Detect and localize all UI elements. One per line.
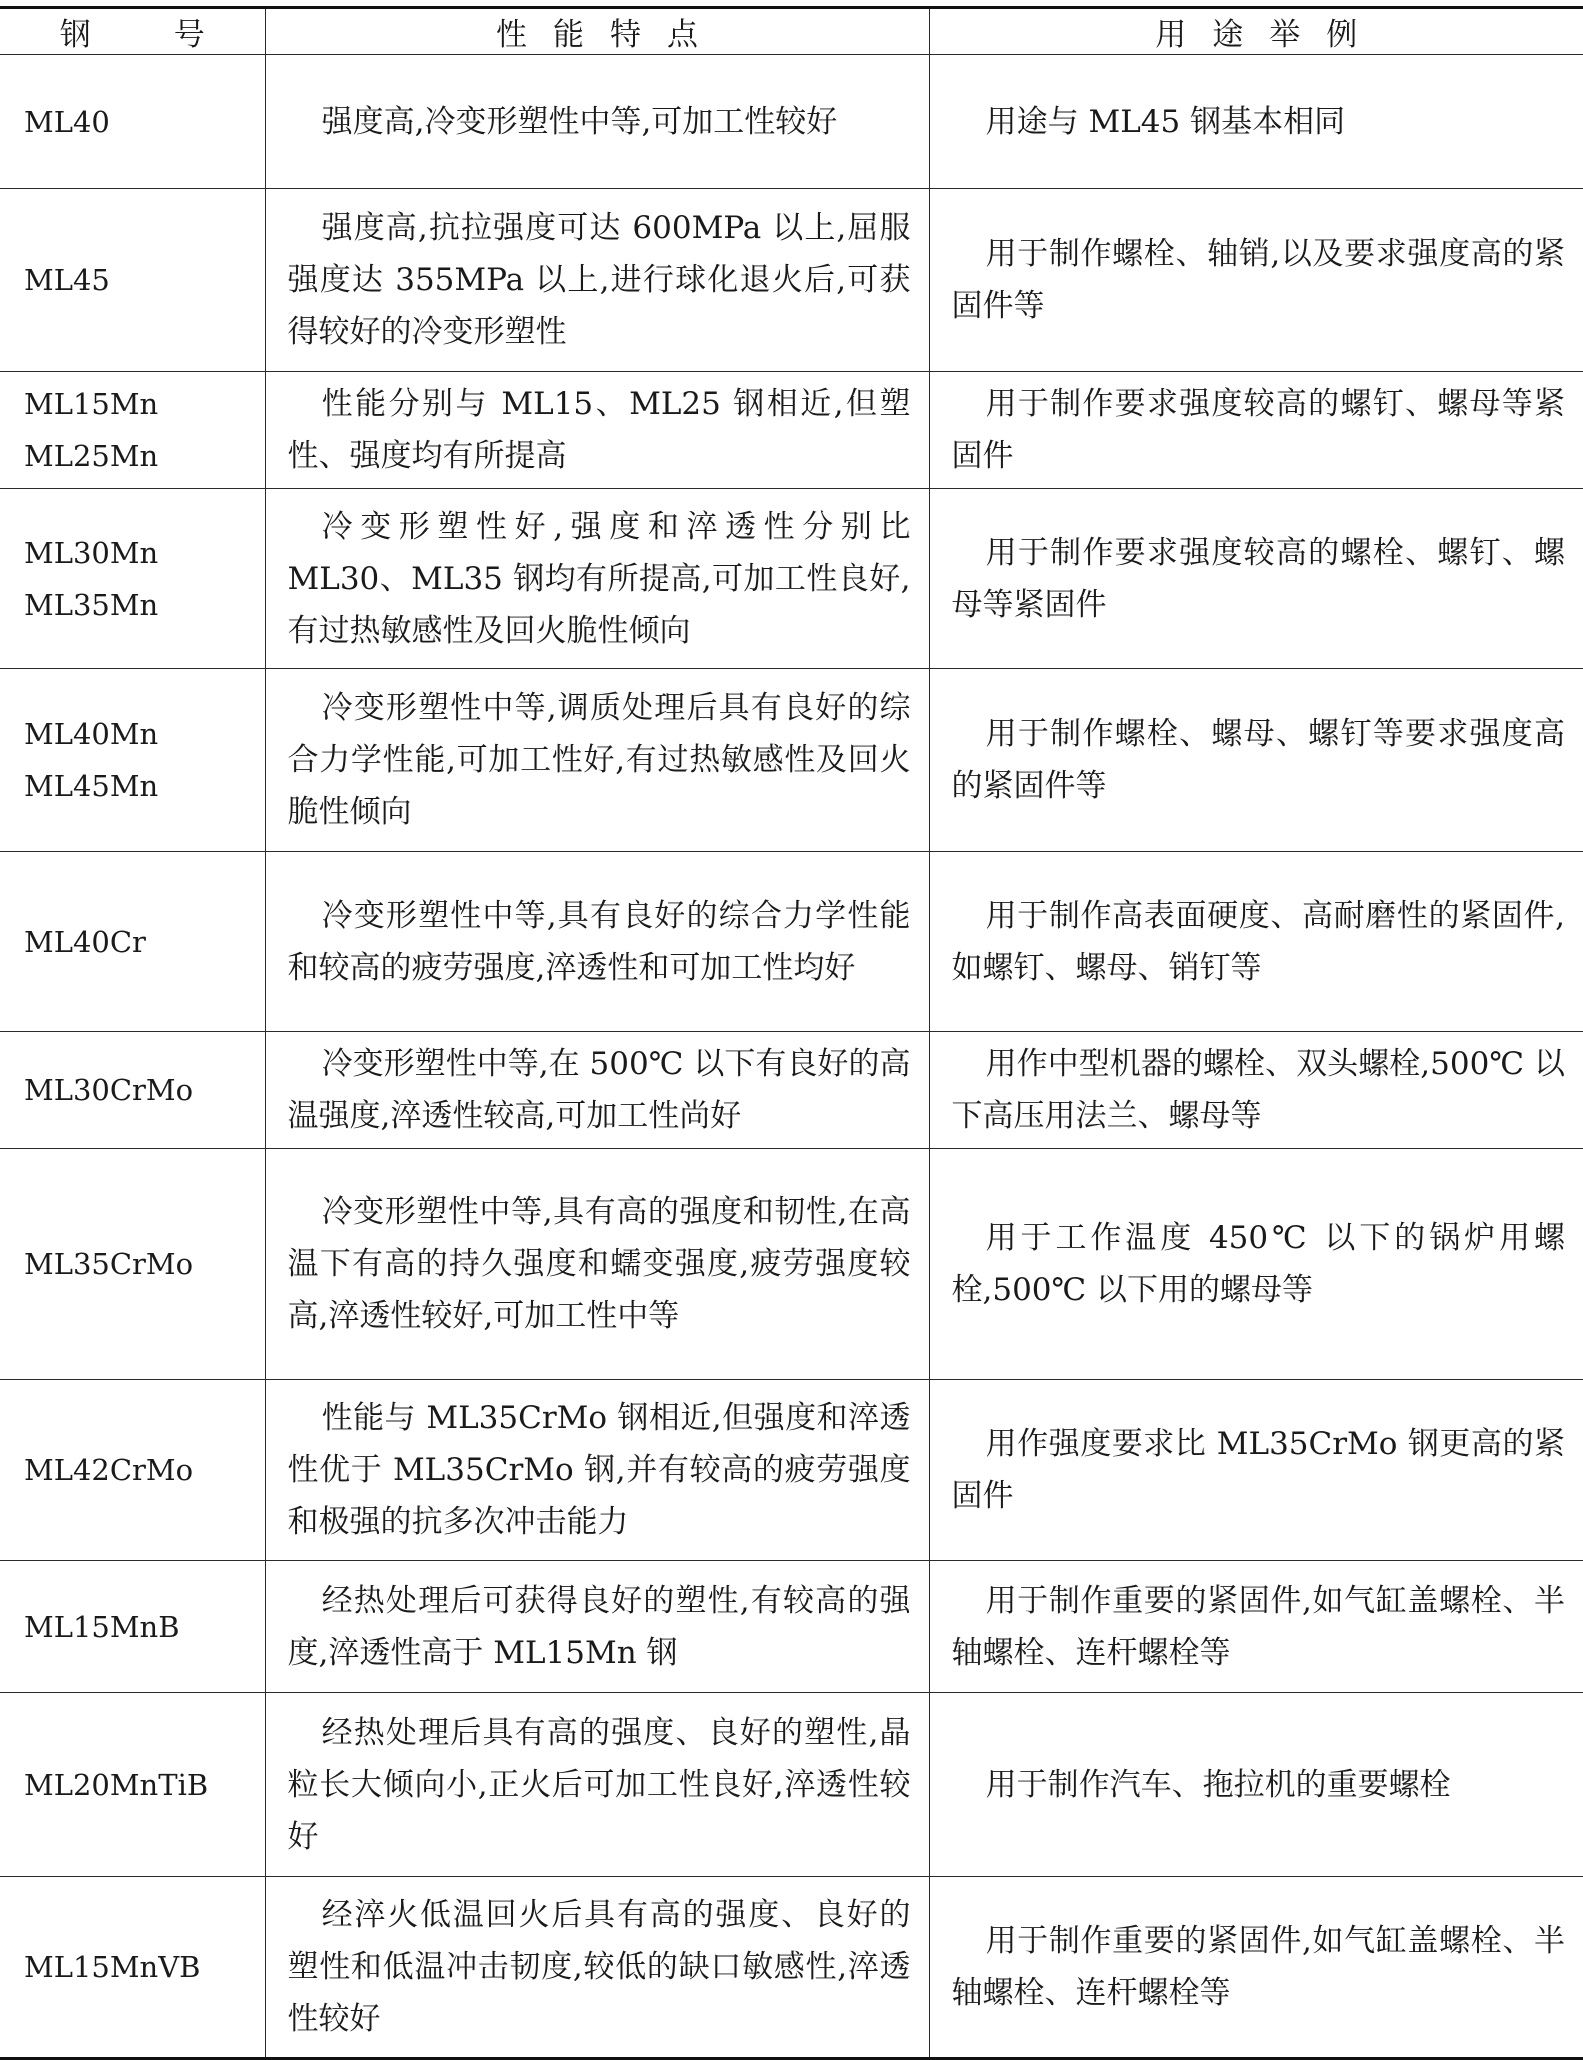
uses-cell <box>929 1877 1583 2059</box>
properties-cell <box>265 55 929 189</box>
properties-cell <box>265 1561 929 1693</box>
uses-text: 用于制作汽车、拖拉机的重要螺栓 <box>985 1766 1451 1803</box>
properties-cell <box>265 1877 929 2059</box>
uses-text: 用于制作螺栓、螺母、螺钉等要求强度高的紧固件等 <box>951 716 1565 804</box>
table-row <box>0 852 1583 1032</box>
steel-grade-cell: ML40Cr <box>0 852 265 1032</box>
properties-cell <box>265 189 929 372</box>
uses-cell <box>929 372 1583 489</box>
table-row <box>0 1032 1583 1149</box>
steel-grade-cell: ML42CrMo <box>0 1380 265 1561</box>
properties-cell <box>265 1693 929 1877</box>
table-row <box>0 1561 1583 1693</box>
steel-grade-cell: ML15MnVB <box>0 1877 265 2059</box>
table-header-row <box>0 8 1583 55</box>
uses-cell <box>929 852 1583 1032</box>
header-steel-grade: 钢 号 <box>0 8 265 55</box>
uses-text: 用作强度要求比 ML35CrMo 钢更高的紧固件 <box>951 1426 1565 1514</box>
uses-text: 用于制作要求强度较高的螺栓、螺钉、螺母等紧固件 <box>951 534 1565 623</box>
uses-cell <box>929 1561 1583 1693</box>
steel-grade-cell: ML45 <box>0 189 265 372</box>
uses-text: 用作中型机器的螺栓、双头螺栓,500℃ 以下高压用法兰、螺母等 <box>951 1046 1565 1134</box>
table-row <box>0 189 1583 372</box>
table-row <box>0 55 1583 189</box>
steel-grade-cell: ML20MnTiB <box>0 1693 265 1877</box>
table-row <box>0 1877 1583 2059</box>
properties-text: 冷变形塑性中等,具有高的强度和韧性,在高温下有高的持久强度和蠕变强度,疲劳强度较高,淬透性较好,可加工性中等 <box>287 1194 911 1334</box>
properties-text: 经热处理后可获得良好的塑性,有较高的强度,淬透性高于 ML15Mn 钢 <box>287 1582 911 1671</box>
properties-text: 冷变形塑性中等,具有良好的综合力学性能和较高的疲劳强度,淬透性和可加工性均好 <box>287 897 911 986</box>
properties-cell <box>265 372 929 489</box>
table-row <box>0 1693 1583 1877</box>
properties-cell <box>265 1032 929 1149</box>
properties-cell <box>265 669 929 852</box>
steel-grade-cell: ML30CrMo <box>0 1032 265 1149</box>
properties-text: 性能分别与 ML15、ML25 钢相近,但塑性、强度均有所提高 <box>287 386 911 474</box>
uses-cell <box>929 1032 1583 1149</box>
properties-cell <box>265 489 929 669</box>
uses-cell <box>929 669 1583 852</box>
steel-grade-cell: ML30Mn ML35Mn <box>0 489 265 669</box>
steel-grade-table <box>0 6 1583 2060</box>
properties-text: 性能与 ML35CrMo 钢相近,但强度和淬透性优于 ML35CrMo 钢,并有较高的疲劳强度和极强的抗多次冲击能力 <box>287 1400 911 1540</box>
properties-text: 强度高,抗拉强度可达 600MPa 以上,屈服强度达 355MPa 以上,进行球化退火后,可获得较好的冷变形塑性 <box>287 210 911 350</box>
header-uses: 用途举例 <box>929 8 1583 55</box>
uses-text: 用于制作螺栓、轴销,以及要求强度高的紧固件等 <box>951 236 1565 324</box>
header-properties: 性能特点 <box>265 8 929 55</box>
uses-cell <box>929 1380 1583 1561</box>
properties-text: 经淬火低温回火后具有高的强度、良好的塑性和低温冲击韧度,较低的缺口敏感性,淬透性较好 <box>287 1897 911 2037</box>
uses-text: 用于制作要求强度较高的螺钉、螺母等紧固件 <box>951 386 1565 474</box>
uses-text: 用于工作温度 450℃ 以下的锅炉用螺栓,500℃ 以下用的螺母等 <box>951 1220 1565 1308</box>
table-row <box>0 1149 1583 1380</box>
properties-text: 经热处理后具有高的强度、良好的塑性,晶粒长大倾向小,正火后可加工性良好,淬透性较好 <box>287 1714 911 1855</box>
properties-cell <box>265 1380 929 1561</box>
properties-text: 冷变形塑性中等,在 500℃ 以下有良好的高温强度,淬透性较高,可加工性尚好 <box>287 1046 911 1134</box>
properties-cell <box>265 1149 929 1380</box>
table-row <box>0 669 1583 852</box>
properties-text: 冷变形塑性好,强度和淬透性分别比 ML30、ML35 钢均有所提高,可加工性良好,有过热敏感性及回火脆性倾向 <box>287 508 911 649</box>
properties-text: 强度高,冷变形塑性中等,可加工性较好 <box>321 103 838 140</box>
uses-text: 用于制作高表面硬度、高耐磨性的紧固件,如螺钉、螺母、销钉等 <box>951 897 1565 986</box>
uses-cell <box>929 1149 1583 1380</box>
uses-cell <box>929 189 1583 372</box>
table-row <box>0 372 1583 489</box>
uses-text: 用于制作重要的紧固件,如气缸盖螺栓、半轴螺栓、连杆螺栓等 <box>951 1923 1565 2011</box>
steel-grade-cell: ML35CrMo <box>0 1149 265 1380</box>
steel-grade-cell: ML15Mn ML25Mn <box>0 372 265 489</box>
uses-cell <box>929 489 1583 669</box>
uses-cell <box>929 55 1583 189</box>
table-row <box>0 489 1583 669</box>
table-row <box>0 1380 1583 1561</box>
uses-text: 用途与 ML45 钢基本相同 <box>985 103 1346 140</box>
uses-cell <box>929 1693 1583 1877</box>
uses-text: 用于制作重要的紧固件,如气缸盖螺栓、半轴螺栓、连杆螺栓等 <box>951 1582 1565 1671</box>
steel-grade-cell: ML40Mn ML45Mn <box>0 669 265 852</box>
properties-text: 冷变形塑性中等,调质处理后具有良好的综合力学性能,可加工性好,有过热敏感性及回火脆性倾向 <box>287 690 911 830</box>
properties-cell <box>265 852 929 1032</box>
steel-grade-cell: ML40 <box>0 55 265 189</box>
steel-grade-cell: ML15MnB <box>0 1561 265 1693</box>
